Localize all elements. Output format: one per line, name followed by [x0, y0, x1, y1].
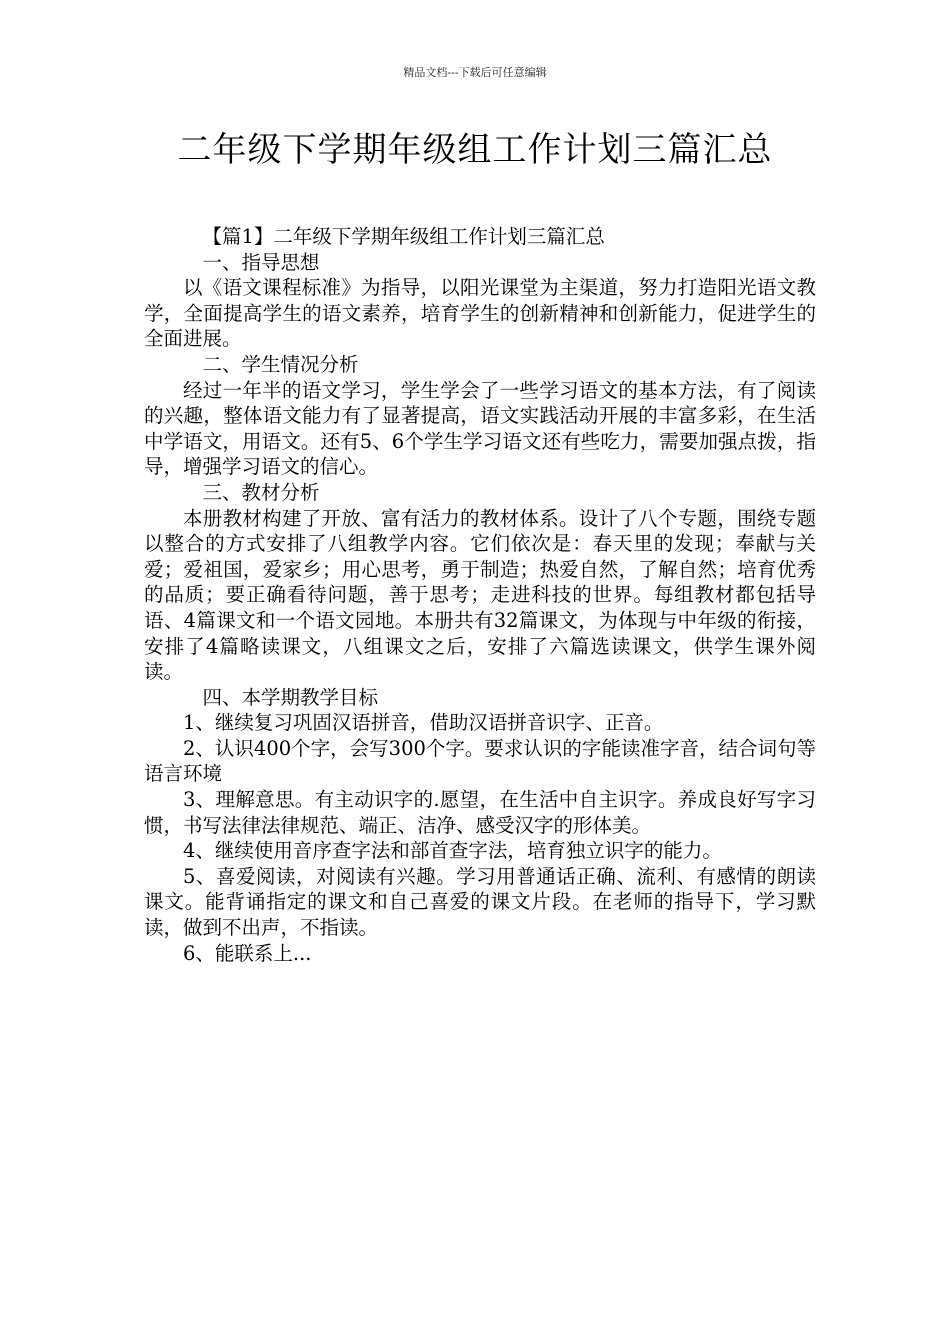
goal-item: 4、继续使用音序查字法和部首查字法，培育独立识字的能力。	[183, 839, 722, 863]
heading-guiding-ideology: 一、指导思想	[202, 250, 320, 274]
document-title: 二年级下学期年级组工作计划三篇汇总	[177, 130, 773, 170]
heading-teaching-goals: 四、本学期教学目标	[202, 685, 379, 709]
heading-student-analysis: 二、学生情况分析	[202, 352, 359, 376]
paragraph: 以《语文课程标准》为指导，以阳光课堂为主渠道，努力打造阳光语文教学，全面提高学生的语文素养，培育学生的创新精神和创新能力，促进学生的全面进展。	[144, 276, 816, 351]
document-body	[144, 224, 816, 966]
goal-item: 5、喜爱阅读，对阅读有兴趣。学习用普通话正确、流利、有感情的朗读课文。能背诵指定的课文和自己喜爱的课文片段。在老师的指导下，学习默读，做到不出声，不指读。	[144, 864, 816, 940]
goal-item: 2、认识400个字，会写300个字。要求认识的字能读准字音，结合词句等语言环境	[144, 736, 816, 786]
paragraph: 经过一年半的语文学习，学生学会了一些学习语文的基本方法，有了阅读的兴趣，整体语文能力有了显著提高，语文实践活动开展的丰富多彩，在生活中学语文，用语文。还有5、6个学生学习语文还有些吃力，需要加强点拨，指导，增强学习语文的信心。	[144, 378, 816, 479]
goal-item: 1、继续复习巩固汉语拼音，借助汉语拼音识字、正音。	[183, 711, 664, 735]
header-note: 精品文档---下载后可任意编辑	[403, 66, 547, 79]
goal-item: 3、理解意思。有主动识字的.愿望，在生活中自主识字。养成良好写字习惯，书写法律法律规范、端正、洁净、感受汉字的形体美。	[144, 788, 816, 837]
section-title: 【篇1】二年级下学期年级组工作计划三篇汇总	[202, 225, 605, 248]
heading-textbook-analysis: 三、教材分析	[202, 480, 320, 504]
paragraph: 本册教材构建了开放、富有活力的教材体系。设计了八个专题，围绕专题以整合的方式安排了八组教学内容。它们依次是：春天里的发现；奉献与关爱；爱祖国，爱家乡；用心思考，勇于制造；热爱自然，了解自然；培育优秀的品质；要正确看待问题，善于思考；走进科技的世界。每组教材都包括导语、4篇课文和一个语文园地。本册共有32篇课文，为体现与中年级的衔接，安排了4篇略读课文，八组课文之后，安排了六篇选读课文，供学生课外阅读。	[144, 506, 816, 684]
goal-item: 6、能联系上...	[183, 941, 312, 965]
